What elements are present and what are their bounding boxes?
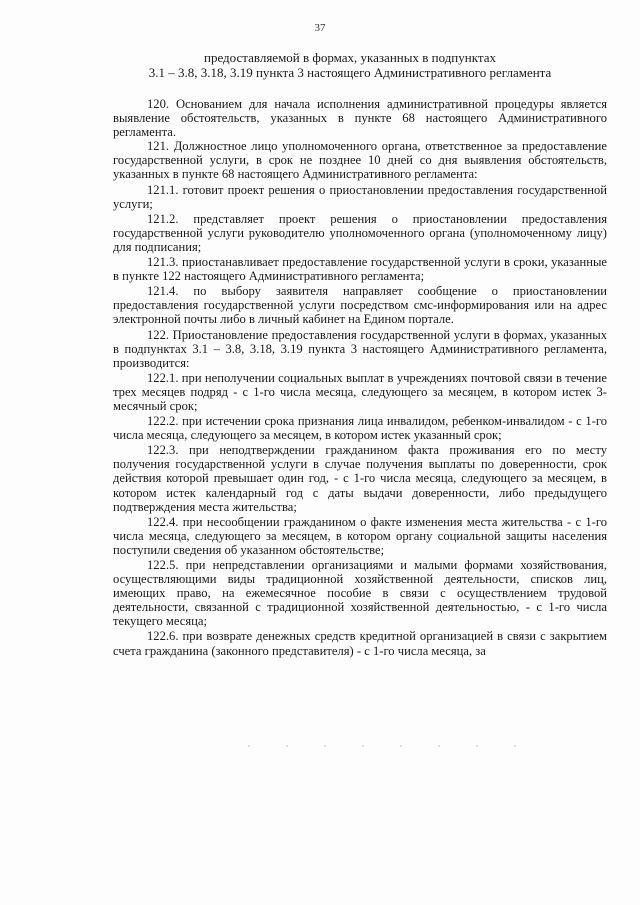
paragraph-122: 122. Приостановление предоставления государственной услуги в формах, указанных в подпунктах 3.1 – 3.8, 3.18, 3.19 пункта 3 настоящего Административного регламента, производится: [113,327,607,370]
paragraph-121-1: 121.1. готовит проект решения о приостановлении предоставления государственной услуги; [113,182,607,211]
paragraph-120: 120. Основанием для начала исполнения административной процедуры является выявление обстоятельств, указанных в пункте 68 настоящего Административного регламента. [113,97,607,140]
paragraph-122-5: 122.5. при непредставлении организациями и малыми формами хозяйствования, осуществляющими виды традиционной хозяйственной деятельности, списков лиц, имеющих право, на ежемесячное пособие в связи с осуществлением трудовой деятельности, связанной с традиционной хозяйственной деятельностью, - с 1-го числа текущего месяца; [113,558,607,629]
paragraph-122-1: 122.1. при неполучении социальных выплат в учреждениях почтовой связи в течение трех месяцев подряд - с 1-го числа месяца, следующего за месяцем, в котором истек 3-месячный срок; [113,370,607,413]
scan-artifact-dots [230,745,530,747]
heading-line-2: 3.1 – 3.8, 3.18, 3.19 пункта 3 настоящего Административного регламента [148,65,552,80]
paragraph-122-2: 122.2. при истечении срока признания лица инвалидом, ребенком-инвалидом - с 1-го числа месяца, следующего за месяцем, в котором истек указанный срок; [113,414,607,443]
paragraph-122-4: 122.4. при несообщении гражданином о факте изменения места жительства - с 1-го числа месяца, следующего за месяцем, в котором органу социальной защиты населения поступили сведения об указанном обстоятельстве; [113,514,607,557]
paragraph-121-4: 121.4. по выбору заявителя направляет сообщение о приостановлении предоставления государственной услуги посредством смс-информирования или на адрес электронной почты либо в личный кабинет на Едином портале. [113,284,607,327]
section-heading [110,50,590,80]
heading-line-1: предоставляемой в формах, указанных в подпунктах [204,50,496,65]
document-body [113,97,607,658]
paragraph-122-3: 122.3. при неподтверждении гражданином факта проживания его по месту получения государственной услуги в случае получения выплаты по доверенности, срок действия которой превышает один год, - с 1-го числа месяца, следующего за месяцем, в котором истек календарный год с даты выдачи доверенности, либо предыдущего подтверждения места жительства; [113,443,607,514]
paragraph-121-3: 121.3. приостанавливает предоставление государственной услуги в сроки, указанные в пункте 122 настоящего Административного регламента; [113,255,607,284]
page-number: 37 [314,22,326,34]
paragraph-121: 121. Должностное лицо уполномоченного органа, ответственное за предоставление государственной услуги, в срок не позднее 10 дней со дня выявления обстоятельств, указанных в пункте 68 настоящего Административного регламента: [113,139,607,182]
paragraph-122-6: 122.6. при возврате денежных средств кредитной организацией в связи с закрытием счета гражданина (законного представителя) - с 1-го числа месяца, за [113,629,607,658]
paragraph-121-2: 121.2. представляет проект решения о приостановлении предоставления государственной услуги руководителю уполномоченного органа (уполномоченному лицу) для подписания; [113,211,607,254]
